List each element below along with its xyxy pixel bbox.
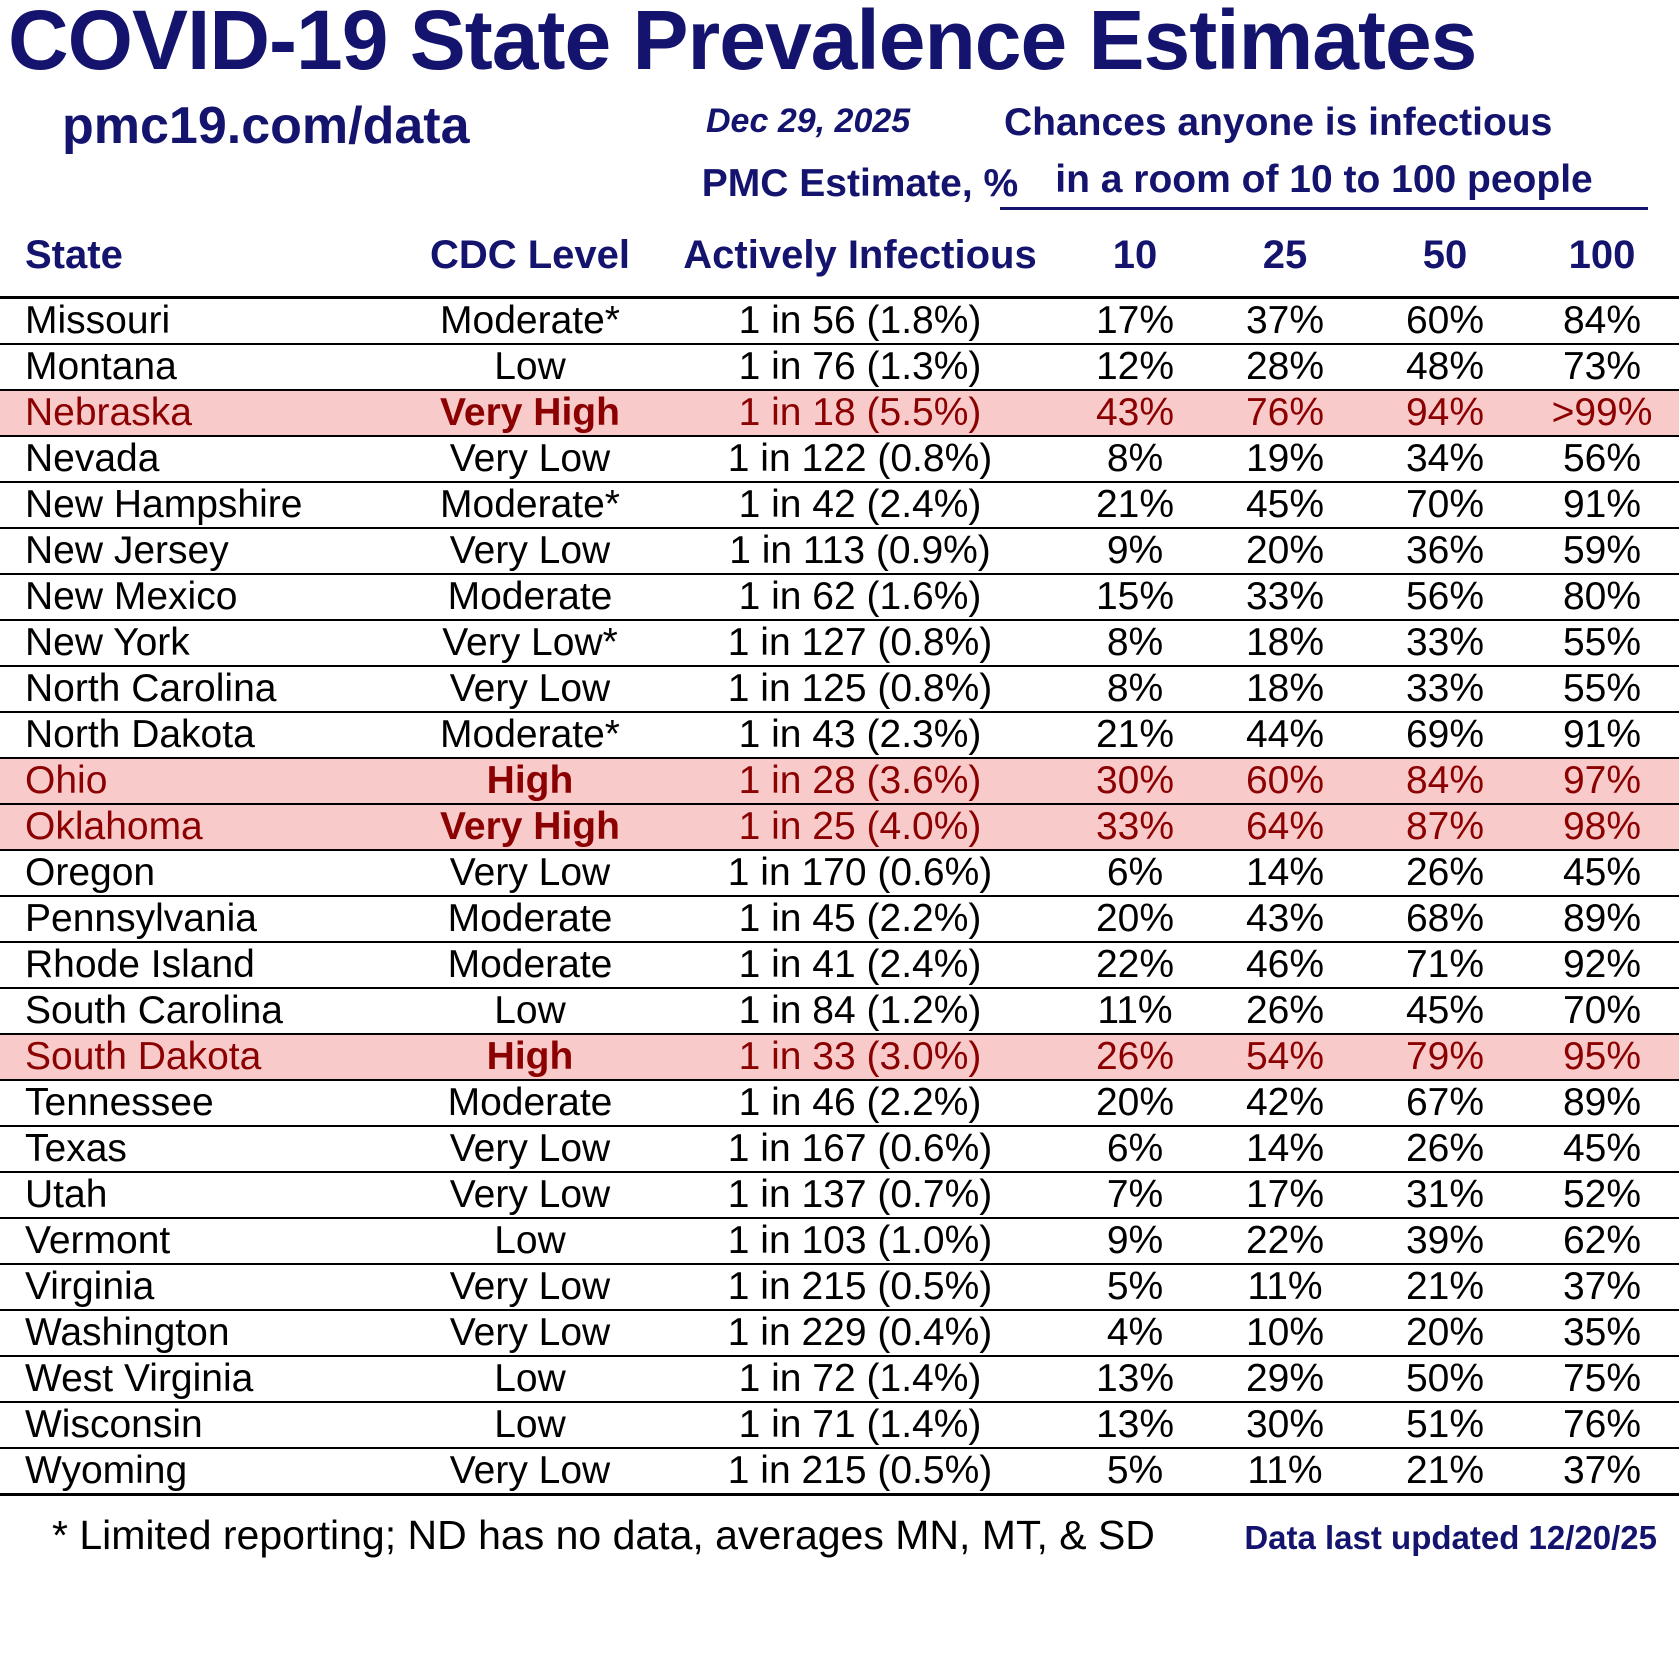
p25-cell: 17% xyxy=(1205,1172,1365,1218)
cdc-level-cell: Very Low xyxy=(405,1264,655,1310)
estimate-cell: 1 in 167 (0.6%) xyxy=(655,1126,1065,1172)
p25-cell: 20% xyxy=(1205,528,1365,574)
page-header xyxy=(0,0,1679,215)
state-cell: Oregon xyxy=(0,850,405,896)
p50-cell: 70% xyxy=(1365,482,1525,528)
state-cell: New Jersey xyxy=(0,528,405,574)
p100-cell: 92% xyxy=(1525,942,1679,988)
table-row xyxy=(0,1080,1679,1126)
column-header-50: 50 xyxy=(1365,215,1525,297)
chances-header-line1: Chances anyone is infectious xyxy=(1004,101,1553,144)
p100-cell: 76% xyxy=(1525,1402,1679,1448)
p100-cell: 89% xyxy=(1525,896,1679,942)
p100-cell: 70% xyxy=(1525,988,1679,1034)
page-title: COVID-19 State Prevalence Estimates xyxy=(8,0,1477,87)
site-link[interactable]: pmc19.com/data xyxy=(62,97,470,155)
table-row xyxy=(0,758,1679,804)
estimate-cell: 1 in 28 (3.6%) xyxy=(655,758,1065,804)
p50-cell: 94% xyxy=(1365,390,1525,436)
column-header-state: State xyxy=(0,215,405,297)
p10-cell: 33% xyxy=(1065,804,1205,850)
cdc-level-cell: Low xyxy=(405,988,655,1034)
estimate-cell: 1 in 125 (0.8%) xyxy=(655,666,1065,712)
cdc-level-cell: Very High xyxy=(405,390,655,436)
table-row xyxy=(0,1264,1679,1310)
p50-cell: 26% xyxy=(1365,850,1525,896)
state-cell: Wyoming xyxy=(0,1448,405,1495)
cdc-level-cell: Moderate* xyxy=(405,712,655,758)
table-row xyxy=(0,1126,1679,1172)
p50-cell: 68% xyxy=(1365,896,1525,942)
p100-cell: 45% xyxy=(1525,850,1679,896)
state-cell: Montana xyxy=(0,344,405,390)
p100-cell: 62% xyxy=(1525,1218,1679,1264)
table-row xyxy=(0,436,1679,482)
p25-cell: 76% xyxy=(1205,390,1365,436)
p50-cell: 84% xyxy=(1365,758,1525,804)
p100-cell: 84% xyxy=(1525,297,1679,344)
cdc-level-cell: Moderate xyxy=(405,896,655,942)
p50-cell: 31% xyxy=(1365,1172,1525,1218)
estimate-cell: 1 in 43 (2.3%) xyxy=(655,712,1065,758)
p10-cell: 7% xyxy=(1065,1172,1205,1218)
p25-cell: 14% xyxy=(1205,850,1365,896)
table-row xyxy=(0,1034,1679,1080)
p100-cell: 59% xyxy=(1525,528,1679,574)
p100-cell: 55% xyxy=(1525,620,1679,666)
p25-cell: 28% xyxy=(1205,344,1365,390)
p100-cell: 75% xyxy=(1525,1356,1679,1402)
p100-cell: 55% xyxy=(1525,666,1679,712)
column-header-actively-infectious: Actively Infectious xyxy=(655,215,1065,297)
table-body xyxy=(0,297,1679,1494)
p25-cell: 42% xyxy=(1205,1080,1365,1126)
p10-cell: 13% xyxy=(1065,1402,1205,1448)
p25-cell: 19% xyxy=(1205,436,1365,482)
estimate-cell: 1 in 127 (0.8%) xyxy=(655,620,1065,666)
table-row xyxy=(0,988,1679,1034)
p10-cell: 9% xyxy=(1065,1218,1205,1264)
state-cell: New Mexico xyxy=(0,574,405,620)
p10-cell: 22% xyxy=(1065,942,1205,988)
p25-cell: 18% xyxy=(1205,620,1365,666)
state-cell: Washington xyxy=(0,1310,405,1356)
p100-cell: 80% xyxy=(1525,574,1679,620)
state-cell: Ohio xyxy=(0,758,405,804)
p10-cell: 8% xyxy=(1065,436,1205,482)
p50-cell: 50% xyxy=(1365,1356,1525,1402)
table-row xyxy=(0,528,1679,574)
table-row xyxy=(0,297,1679,344)
table-row xyxy=(0,1218,1679,1264)
cdc-level-cell: High xyxy=(405,758,655,804)
p100-cell: 89% xyxy=(1525,1080,1679,1126)
p50-cell: 33% xyxy=(1365,666,1525,712)
p50-cell: 60% xyxy=(1365,297,1525,344)
state-cell: New York xyxy=(0,620,405,666)
p10-cell: 9% xyxy=(1065,528,1205,574)
table-row xyxy=(0,712,1679,758)
state-cell: South Carolina xyxy=(0,988,405,1034)
p10-cell: 5% xyxy=(1065,1264,1205,1310)
p100-cell: 35% xyxy=(1525,1310,1679,1356)
table-row xyxy=(0,666,1679,712)
estimate-cell: 1 in 18 (5.5%) xyxy=(655,390,1065,436)
estimate-cell: 1 in 137 (0.7%) xyxy=(655,1172,1065,1218)
p100-cell: 37% xyxy=(1525,1264,1679,1310)
p10-cell: 11% xyxy=(1065,988,1205,1034)
p25-cell: 43% xyxy=(1205,896,1365,942)
estimate-cell: 1 in 215 (0.5%) xyxy=(655,1264,1065,1310)
chances-header-line2: in a room of 10 to 100 people xyxy=(1000,158,1648,210)
state-cell: Nevada xyxy=(0,436,405,482)
p100-cell: 97% xyxy=(1525,758,1679,804)
p50-cell: 48% xyxy=(1365,344,1525,390)
estimate-cell: 1 in 45 (2.2%) xyxy=(655,896,1065,942)
cdc-level-cell: Very Low xyxy=(405,850,655,896)
state-cell: Wisconsin xyxy=(0,1402,405,1448)
estimate-cell: 1 in 41 (2.4%) xyxy=(655,942,1065,988)
report-date: Dec 29, 2025 xyxy=(706,102,911,140)
estimate-cell: 1 in 33 (3.0%) xyxy=(655,1034,1065,1080)
cdc-level-cell: Low xyxy=(405,344,655,390)
cdc-level-cell: High xyxy=(405,1034,655,1080)
p25-cell: 11% xyxy=(1205,1264,1365,1310)
table-header-row xyxy=(0,215,1679,297)
cdc-level-cell: Very Low xyxy=(405,666,655,712)
state-cell: Missouri xyxy=(0,297,405,344)
p10-cell: 12% xyxy=(1065,344,1205,390)
cdc-level-cell: Moderate xyxy=(405,942,655,988)
state-cell: Vermont xyxy=(0,1218,405,1264)
state-cell: Rhode Island xyxy=(0,942,405,988)
p50-cell: 20% xyxy=(1365,1310,1525,1356)
p50-cell: 69% xyxy=(1365,712,1525,758)
p25-cell: 29% xyxy=(1205,1356,1365,1402)
state-cell: Pennsylvania xyxy=(0,896,405,942)
column-header-10: 10 xyxy=(1065,215,1205,297)
p50-cell: 67% xyxy=(1365,1080,1525,1126)
p10-cell: 6% xyxy=(1065,1126,1205,1172)
column-header-100: 100 xyxy=(1525,215,1679,297)
table-row xyxy=(0,1402,1679,1448)
p50-cell: 21% xyxy=(1365,1264,1525,1310)
estimate-cell: 1 in 113 (0.9%) xyxy=(655,528,1065,574)
p25-cell: 26% xyxy=(1205,988,1365,1034)
p10-cell: 21% xyxy=(1065,712,1205,758)
p50-cell: 36% xyxy=(1365,528,1525,574)
estimate-cell: 1 in 46 (2.2%) xyxy=(655,1080,1065,1126)
p25-cell: 37% xyxy=(1205,297,1365,344)
table-row xyxy=(0,574,1679,620)
table-row xyxy=(0,896,1679,942)
p25-cell: 60% xyxy=(1205,758,1365,804)
state-cell: Texas xyxy=(0,1126,405,1172)
state-cell: Utah xyxy=(0,1172,405,1218)
cdc-level-cell: Very Low xyxy=(405,1448,655,1495)
p100-cell: 98% xyxy=(1525,804,1679,850)
p50-cell: 39% xyxy=(1365,1218,1525,1264)
p25-cell: 10% xyxy=(1205,1310,1365,1356)
estimate-cell: 1 in 25 (4.0%) xyxy=(655,804,1065,850)
table-row xyxy=(0,1356,1679,1402)
p100-cell: 73% xyxy=(1525,344,1679,390)
table-row xyxy=(0,344,1679,390)
state-cell: Tennessee xyxy=(0,1080,405,1126)
p25-cell: 18% xyxy=(1205,666,1365,712)
table-row xyxy=(0,1448,1679,1495)
p10-cell: 20% xyxy=(1065,896,1205,942)
table-row xyxy=(0,390,1679,436)
p50-cell: 51% xyxy=(1365,1402,1525,1448)
estimate-cell: 1 in 56 (1.8%) xyxy=(655,297,1065,344)
p10-cell: 4% xyxy=(1065,1310,1205,1356)
table-row xyxy=(0,850,1679,896)
state-cell: West Virginia xyxy=(0,1356,405,1402)
p50-cell: 21% xyxy=(1365,1448,1525,1495)
p10-cell: 5% xyxy=(1065,1448,1205,1495)
estimate-cell: 1 in 103 (1.0%) xyxy=(655,1218,1065,1264)
estimate-cell: 1 in 72 (1.4%) xyxy=(655,1356,1065,1402)
cdc-level-cell: Very Low* xyxy=(405,620,655,666)
p50-cell: 79% xyxy=(1365,1034,1525,1080)
p25-cell: 11% xyxy=(1205,1448,1365,1495)
cdc-level-cell: Very Low xyxy=(405,528,655,574)
cdc-level-cell: Moderate xyxy=(405,1080,655,1126)
p25-cell: 33% xyxy=(1205,574,1365,620)
table-row xyxy=(0,1172,1679,1218)
cdc-level-cell: Low xyxy=(405,1356,655,1402)
p100-cell: 37% xyxy=(1525,1448,1679,1495)
p50-cell: 71% xyxy=(1365,942,1525,988)
state-cell: North Dakota xyxy=(0,712,405,758)
p10-cell: 20% xyxy=(1065,1080,1205,1126)
state-cell: Oklahoma xyxy=(0,804,405,850)
cdc-level-cell: Very Low xyxy=(405,436,655,482)
last-updated: Data last updated 12/20/25 xyxy=(1244,1518,1657,1556)
p25-cell: 14% xyxy=(1205,1126,1365,1172)
p50-cell: 87% xyxy=(1365,804,1525,850)
p100-cell: 52% xyxy=(1525,1172,1679,1218)
cdc-level-cell: Very Low xyxy=(405,1172,655,1218)
table-row xyxy=(0,1310,1679,1356)
pmc-estimate-header: PMC Estimate, % xyxy=(701,162,1019,205)
column-header-cdc-level: CDC Level xyxy=(405,215,655,297)
column-header-25: 25 xyxy=(1205,215,1365,297)
p50-cell: 33% xyxy=(1365,620,1525,666)
p25-cell: 64% xyxy=(1205,804,1365,850)
p10-cell: 6% xyxy=(1065,850,1205,896)
cdc-level-cell: Very Low xyxy=(405,1126,655,1172)
cdc-level-cell: Moderate* xyxy=(405,297,655,344)
cdc-level-cell: Moderate* xyxy=(405,482,655,528)
table-row xyxy=(0,620,1679,666)
p10-cell: 21% xyxy=(1065,482,1205,528)
estimate-cell: 1 in 122 (0.8%) xyxy=(655,436,1065,482)
cdc-level-cell: Very High xyxy=(405,804,655,850)
cdc-level-cell: Moderate xyxy=(405,574,655,620)
estimate-cell: 1 in 215 (0.5%) xyxy=(655,1448,1065,1495)
state-cell: Virginia xyxy=(0,1264,405,1310)
p25-cell: 46% xyxy=(1205,942,1365,988)
estimate-cell: 1 in 84 (1.2%) xyxy=(655,988,1065,1034)
estimate-cell: 1 in 170 (0.6%) xyxy=(655,850,1065,896)
p10-cell: 26% xyxy=(1065,1034,1205,1080)
p50-cell: 26% xyxy=(1365,1126,1525,1172)
p50-cell: 56% xyxy=(1365,574,1525,620)
p10-cell: 8% xyxy=(1065,666,1205,712)
estimate-cell: 1 in 76 (1.3%) xyxy=(655,344,1065,390)
estimate-cell: 1 in 42 (2.4%) xyxy=(655,482,1065,528)
page-footer xyxy=(0,1496,1679,1559)
table-row xyxy=(0,482,1679,528)
p100-cell: 91% xyxy=(1525,482,1679,528)
p25-cell: 54% xyxy=(1205,1034,1365,1080)
p10-cell: 17% xyxy=(1065,297,1205,344)
p25-cell: 22% xyxy=(1205,1218,1365,1264)
prevalence-table xyxy=(0,215,1679,1496)
p100-cell: 95% xyxy=(1525,1034,1679,1080)
state-cell: Nebraska xyxy=(0,390,405,436)
state-cell: South Dakota xyxy=(0,1034,405,1080)
p10-cell: 43% xyxy=(1065,390,1205,436)
p10-cell: 15% xyxy=(1065,574,1205,620)
cdc-level-cell: Very Low xyxy=(405,1310,655,1356)
table-row xyxy=(0,942,1679,988)
p10-cell: 30% xyxy=(1065,758,1205,804)
p50-cell: 34% xyxy=(1365,436,1525,482)
estimate-cell: 1 in 71 (1.4%) xyxy=(655,1402,1065,1448)
cdc-level-cell: Low xyxy=(405,1402,655,1448)
cdc-level-cell: Low xyxy=(405,1218,655,1264)
p25-cell: 30% xyxy=(1205,1402,1365,1448)
p10-cell: 8% xyxy=(1065,620,1205,666)
p25-cell: 45% xyxy=(1205,482,1365,528)
estimate-cell: 1 in 62 (1.6%) xyxy=(655,574,1065,620)
p100-cell: 91% xyxy=(1525,712,1679,758)
table-row xyxy=(0,804,1679,850)
footnote: * Limited reporting; ND has no data, averages MN, MT, & SD xyxy=(52,1511,1155,1558)
estimate-cell: 1 in 229 (0.4%) xyxy=(655,1310,1065,1356)
p100-cell: >99% xyxy=(1525,390,1679,436)
p100-cell: 56% xyxy=(1525,436,1679,482)
state-cell: North Carolina xyxy=(0,666,405,712)
p50-cell: 45% xyxy=(1365,988,1525,1034)
state-cell: New Hampshire xyxy=(0,482,405,528)
p25-cell: 44% xyxy=(1205,712,1365,758)
p10-cell: 13% xyxy=(1065,1356,1205,1402)
p100-cell: 45% xyxy=(1525,1126,1679,1172)
